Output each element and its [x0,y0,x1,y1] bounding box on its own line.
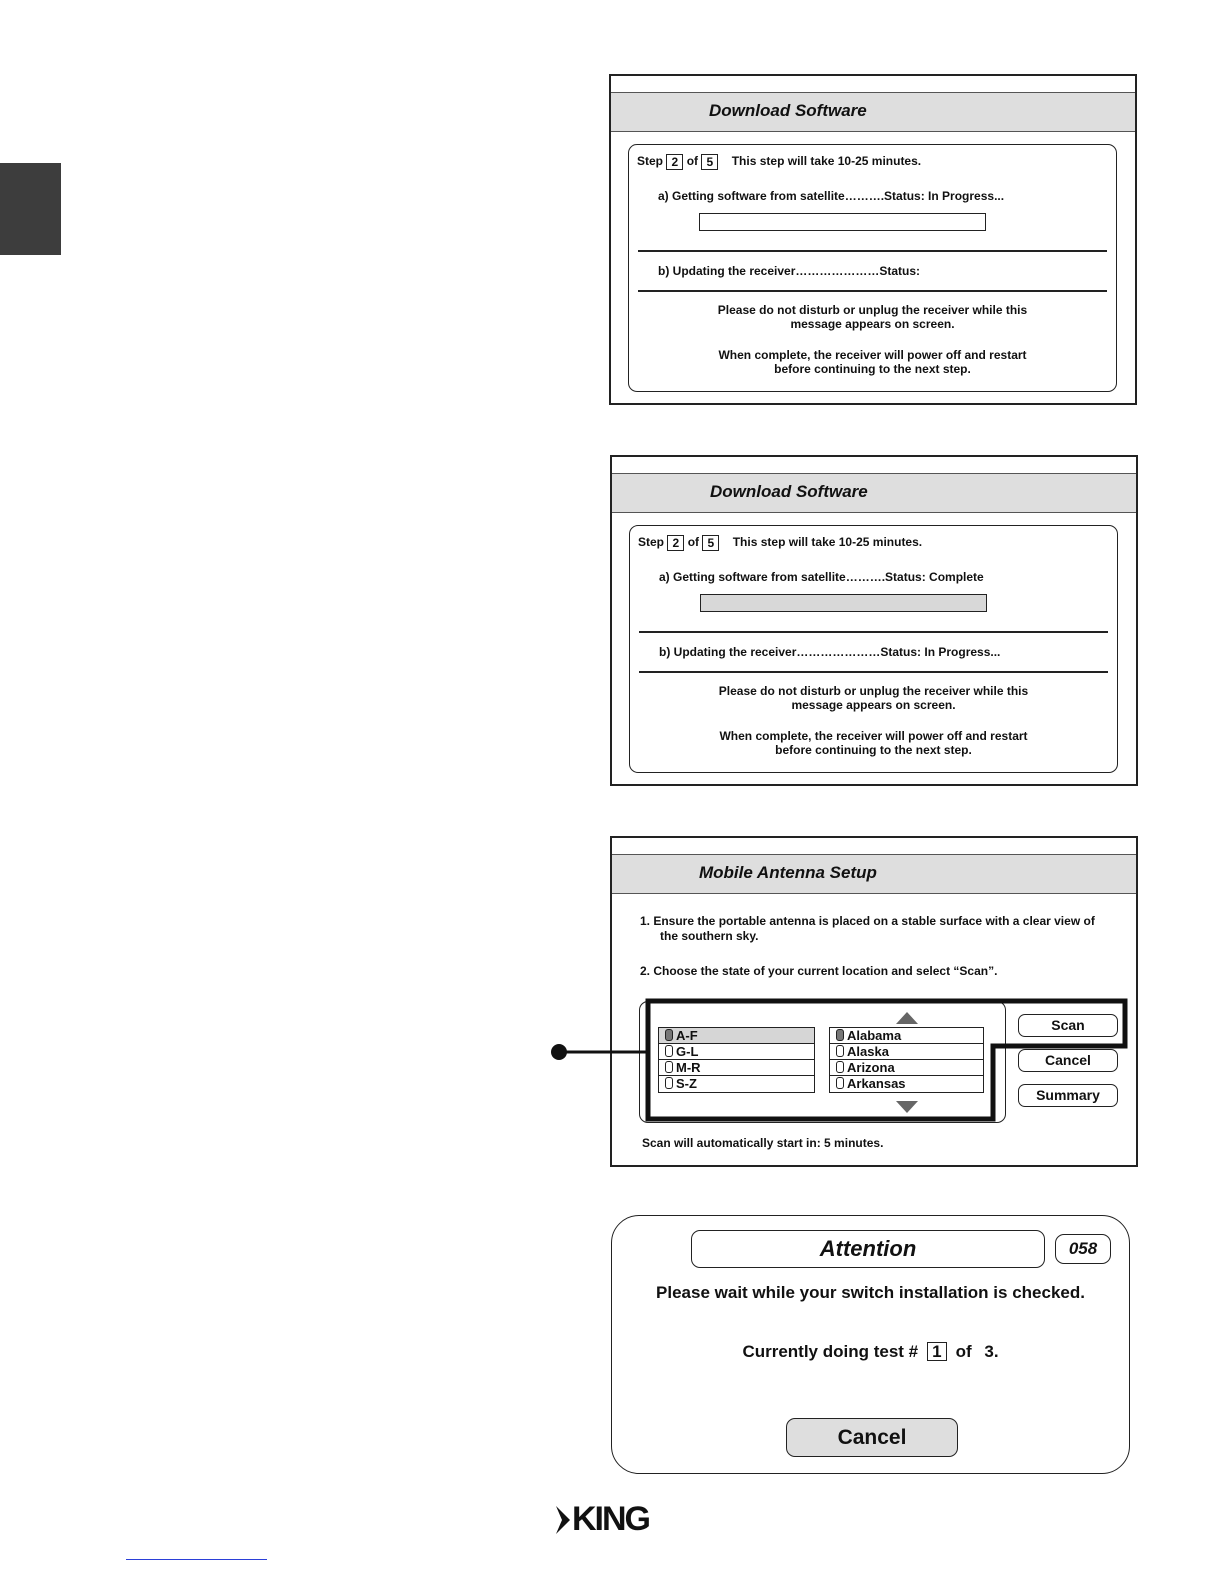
summary-button[interactable]: Summary [1018,1084,1118,1107]
status-line-a: a) Getting software from satellite……….Status: In Progress... [658,189,1005,203]
step-total: 5 [701,154,718,170]
scan-button[interactable]: Scan [1018,1014,1118,1037]
step-note: This step will take 10-25 minutes. [732,535,923,550]
test-progress [612,1342,1129,1362]
test-total: 3. [984,1342,999,1361]
state-label: Alaska [847,1044,889,1059]
restart-line-1: When complete, the receiver will power off and restart [719,729,1028,743]
warning-line-1: Please do not disturb or unplug the receiver while this [718,684,1029,698]
state-label: Arizona [847,1060,895,1075]
status-line-b: b) Updating the receiver…………………Status: In Progress... [659,645,1001,659]
restart-line-1: When complete, the receiver will power off and restart [718,348,1027,362]
state-label: Arkansas [847,1076,906,1091]
dialog-code: 058 [1055,1234,1111,1264]
restart-line-2: before continuing to the next step. [774,362,971,376]
range-label: G-L [676,1044,699,1059]
step-total: 5 [702,535,719,551]
brand-logo: KING [572,1500,649,1538]
footer-link-underline [126,1559,267,1560]
step-current: 2 [667,535,684,551]
warning-line-1: Please do not disturb or unplug the receiver while this [717,303,1028,317]
instruction-1-line-2: the southern sky. [660,929,759,943]
range-label: M-R [676,1060,701,1075]
status-line-b: b) Updating the receiver…………………Status: [658,264,921,278]
scan-countdown: Scan will automatically start in: 5 minutes. [642,1136,884,1150]
warning-line-2: message appears on screen. [791,698,956,712]
screen-title: Download Software [709,101,867,120]
warning-line-2: message appears on screen. [790,317,955,331]
range-label: A-F [676,1028,698,1043]
dialog-message: Please wait while your switch installation is checked. [656,1283,1085,1302]
callout-dot-icon [551,1044,567,1060]
dialog-title: Attention [691,1230,1045,1268]
step-of: of [687,535,700,550]
range-label: S-Z [676,1076,697,1091]
attention-dialog [611,1215,1130,1474]
cancel-button[interactable]: Cancel [786,1418,958,1457]
cancel-button[interactable]: Cancel [1018,1049,1118,1072]
test-prefix: Currently doing test # [742,1342,919,1361]
step-label: Step [637,154,664,169]
state-label: Alabama [847,1028,902,1043]
step-note: This step will take 10-25 minutes. [731,154,922,169]
instruction-1-line-1: 1. Ensure the portable antenna is placed on a stable surface with a clear view of [640,914,1095,928]
step-label: Step [638,535,665,550]
step-of: of [686,154,699,169]
restart-line-2: before continuing to the next step. [775,743,972,757]
instruction-2: 2. Choose the state of your current location and select “Scan”. [640,964,998,978]
test-current: 1 [927,1342,947,1361]
screen-title: Mobile Antenna Setup [699,863,877,882]
step-current: 2 [666,154,683,170]
highlight-outline [648,1001,1125,1119]
test-of: of [955,1342,972,1361]
status-line-a: a) Getting software from satellite……….Status: Complete [659,570,984,584]
king-arrow-icon [556,1506,570,1534]
screen-title: Download Software [710,482,868,501]
